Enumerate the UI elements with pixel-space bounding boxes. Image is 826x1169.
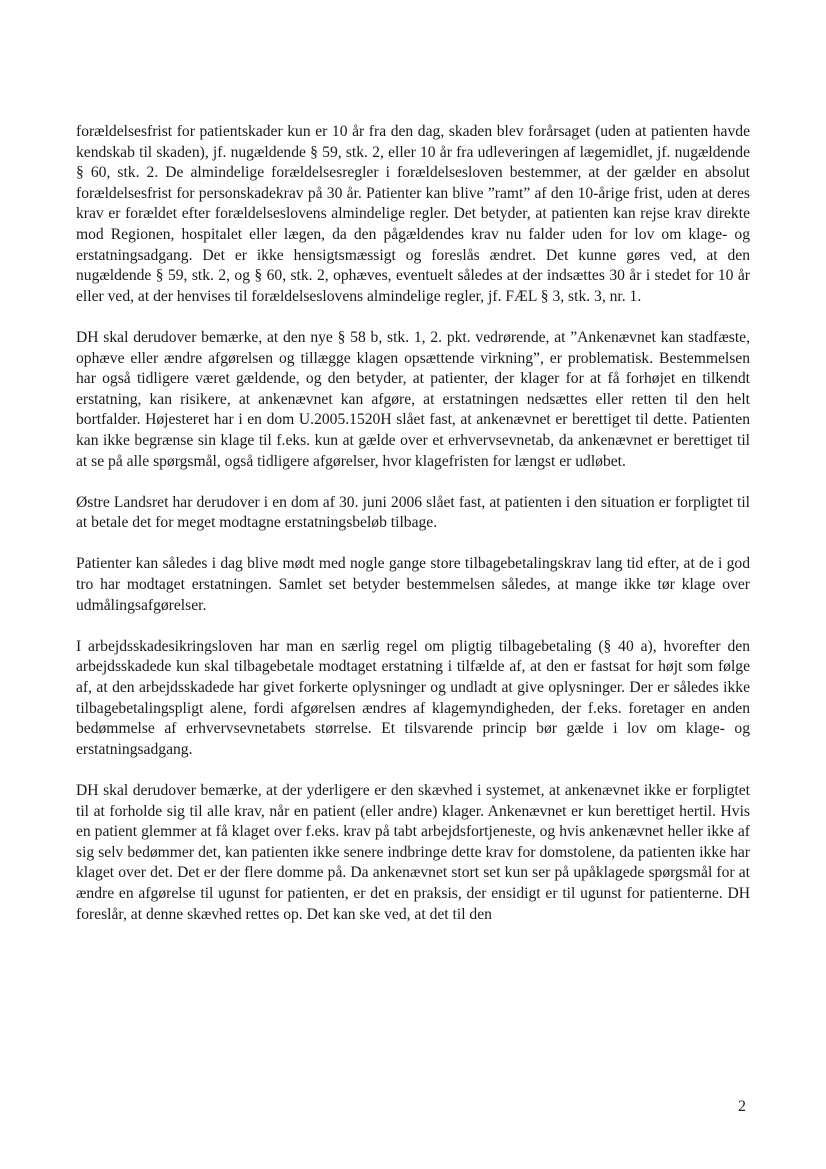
paragraph-spacer [76, 472, 750, 493]
paragraph-spacer [76, 307, 750, 328]
paragraph-repayment-claims: Patienter kan således i dag blive mødt med nogle gange store tilbagebetalingskrav lang tid efter, at de i god tro har modtaget erstatningen. Samlet set betyder bestemmelsen således, at mange ikke tør klage over udmålingsafgørelser. [76, 555, 750, 614]
page-number: 2 [738, 1098, 746, 1115]
paragraph-limitation-period: forældelsesfrist for patientskader kun er 10 år fra den dag, skaden blev forårsaget (uden at patienten havde kendskab til skaden), jf. nugældende § 59, stk. 2, eller 10 år fra udleveringen af lægemidlet, jf. nugældende § 60, stk. 2. De almindelige forældelsesregler i forældelsesloven bestemmer, at der gælder en absolut forældelsesfrist for personskadekrav på 30 år. Patienter kan blive ”ramt” af den 10-årige frist, uden at deres krav er forældet efter forældelseslovens almindelige regler. Det betyder, at patienten kan rejse krav direkte mod Regionen, hospitalet eller lægen, da den pågældendes krav nu falder uden for lov om klage- og erstatningsadgang. Det er ikke hensigtsmæssigt og foreslås ændret. Det kunne gøres ved, at den nugældende § 59, stk. 2, og § 60, stk. 2, ophæves, eventuelt således at der indsættes 30 år i stedet for 10 år eller ved, at der henvises til forældelseslovens almindelige regler, jf. FÆL § 3, stk. 3, nr. 1. [76, 123, 750, 305]
paragraph-appeal-board: DH skal derudover bemærke, at den nye § 58 b, stk. 1, 2. pkt. vedrørende, at ”Ankenævnet kan stadfæste, ophæve eller ændre afgørelsen og tillægge klagen opsættende virkning”, er problematisk. Bestemmelsen har også tidligere været gældende, og den betyder, at patienter, der klager for at få forhøjet en tilkendt erstatning, kan risikere, at ankenævnet kan afgøre, at erstatningen nedsættes eller retten til den helt bortfalder. Højesteret har i en dom U.2005.1520H slået fast, at ankenævnet er berettiget til dette. Patienten kan ikke begrænse sin klage til f.eks. kun at gælde over et erhvervsevnetab, da ankenævnet er berettiget til at se på alle spørgsmål, også tidligere afgørelser, hvor klagefristen for længst er udløbet. [76, 328, 750, 470]
paragraph-spacer [76, 534, 750, 555]
paragraph-spacer [76, 616, 750, 637]
paragraph-work-injury-act: I arbejdsskadesikringsloven har man en særlig regel om pligtig tilbagebetaling (§ 40 a), hvorefter den arbejdsskadede kun skal tilbagebetale modtaget erstatning i tilfælde af, at den er fastsat for højt som følge af, at den arbejdsskadede har givet forkerte oplysninger og undladt at give oplysninger. Der er således ikke tilbagebetalingspligt alene, fordi afgørelsen ændres af klagemyndigheden, der f.eks. foretager en anden bedømmelse af erhvervsevnetabets størrelse. Et tilsvarende princip bør gælde i lov om klage- og erstatningsadgang. [76, 637, 750, 758]
document-body [76, 122, 750, 925]
paragraph-system-bias: DH skal derudover bemærke, at der yderligere er den skævhed i systemet, at ankenævnet ikke er forpligtet til at forholde sig til alle krav, når en patient (eller andre) klager. Ankenævnet er kun berettiget hertil. Hvis en patient glemmer at få klaget over f.eks. krav på tabt arbejdsfortjeneste, og hvis ankenævnet heller ikke af sig selv bedømmer det, kan patienten ikke senere indbringe dette krav for domstolene, da patienten ikke har klaget over det. Det er der flere domme på. Da ankenævnet stort set kun ser på upåklagede spørgsmål for at ændre en afgørelse til ugunst for patienten, er det en praksis, der ensidigt er til ugunst for patienterne. DH foreslår, at denne skævhed rettes op. Det kan ske ved, at det til den [76, 782, 750, 923]
paragraph-spacer [76, 760, 750, 781]
paragraph-high-court: Østre Landsret har derudover i en dom af 30. juni 2006 slået fast, at patienten i den situation er forpligtet til at betale det for meget modtagne erstatningsbeløb tilbage. [76, 493, 750, 532]
